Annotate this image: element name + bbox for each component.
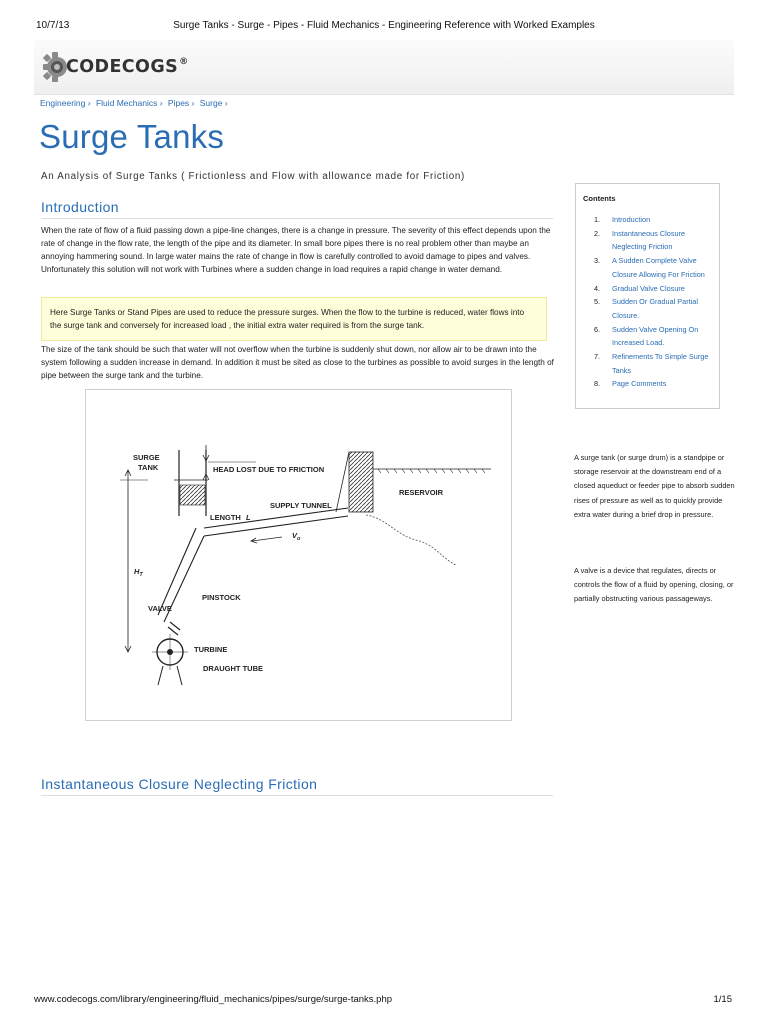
- toc-item-page-comments[interactable]: 8. Page Comments: [594, 379, 667, 389]
- label-ht: $H_T$: [134, 567, 143, 578]
- print-title: Surge Tanks - Surge - Pipes - Fluid Mechanics - Engineering Reference with Worked Examples: [173, 20, 595, 31]
- toc-item-instantaneous-closure[interactable]: 2. Instantaneous Closure Neglecting Friction: [594, 228, 686, 252]
- toc-item-gradual-closure[interactable]: 4. Gradual Valve Closure: [594, 283, 685, 293]
- surge-tank-diagram-svg: [86, 390, 511, 720]
- surge-tank-diagram: [85, 389, 512, 721]
- label-surge: SURGE: [133, 453, 160, 462]
- surge-tank-note: Here Surge Tanks or Stand Pipes are used to reduce the pressure surges. When the flow to the turbine is reduced, water flows into the surge tank and conversely for increased load , the initial extra water required is from the surge tank.: [41, 297, 547, 341]
- label-velocity: $V_o$: [292, 531, 301, 542]
- breadcrumb: [40, 98, 231, 108]
- print-header: [36, 20, 732, 34]
- toc-list: [582, 213, 715, 391]
- print-footer: [34, 994, 732, 1008]
- label-tank: TANK: [138, 463, 159, 472]
- label-valve: VALVE: [148, 604, 172, 613]
- surge-tank-water: [180, 485, 205, 505]
- sidebar-note-valve: A valve is a device that regulates, directs or controls the flow of a fluid by opening, closing, or partially obstructing various passageways.: [574, 566, 734, 604]
- reservoir-bed: [366, 515, 456, 565]
- toc-item-introduction[interactable]: 1. Introduction: [594, 215, 651, 224]
- label-draught-tube: DRAUGHT TUBE: [203, 664, 263, 673]
- page-subtitle: An Analysis of Surge Tanks ( Frictionless and Flow with allowance made for Friction): [41, 171, 465, 182]
- surge-tank-walls: [179, 450, 206, 516]
- logo-text: CODECOGS®: [66, 57, 189, 77]
- label-supply-tunnel: SUPPLY TUNNEL: [270, 501, 332, 510]
- toc-title: Contents: [583, 194, 616, 203]
- reservoir-wall: [349, 452, 373, 512]
- breadcrumb-fluid-mechanics[interactable]: Fluid Mechanics ›: [95, 98, 163, 108]
- print-page-number: 1/15: [713, 994, 732, 1005]
- toc-item-partial-closure[interactable]: 5. Sudden Or Gradual Partial Closure.: [594, 297, 698, 320]
- sidebar-note-surge-tank: A surge tank (or surge drum) is a standpipe or storage reservoir at the downstream end of a closed aqueduct or feeder pipe to absorb sudden rises of pressure as well as to quickly provide extra water during a brief drop in pressure.: [574, 453, 735, 519]
- label-length: LENGTH: [210, 513, 241, 522]
- toc-item-sudden-complete-closure[interactable]: 3. A Sudden Complete Valve Closure Allowing For Friction: [594, 256, 705, 279]
- valve-mark: [168, 622, 180, 635]
- label-turbine: TURBINE: [194, 645, 228, 654]
- breadcrumb-pipes[interactable]: Pipes ›: [167, 98, 195, 108]
- label-head-lost: HEAD LOST DUE TO FRICTION: [213, 465, 325, 474]
- label-length-symbol: L: [246, 513, 251, 522]
- breadcrumb-engineering[interactable]: Engineering ›: [40, 98, 91, 108]
- label-pinstock: PINSTOCK: [202, 593, 241, 602]
- table-of-contents: [575, 183, 720, 409]
- instantaneous-closure-heading: Instantaneous Closure Neglecting Friction: [41, 776, 553, 796]
- flow-arrow: [251, 537, 282, 543]
- breadcrumb-surge[interactable]: Surge ›: [199, 98, 228, 108]
- ht-dimension: [125, 470, 131, 652]
- intro-paragraph-2: The size of the tank should be such that water will not overflow when the turbine is suddenly shut down, nor allow air to be drawn into the system following a sudden increase in demand. In addition it must be sited as close to the turbines as possible to avoid surges in the length of pipe between the surge tank and the turbine.: [41, 345, 554, 381]
- label-reservoir: RESERVOIR: [399, 488, 444, 497]
- print-url: www.codecogs.com/library/engineering/fluid_mechanics/pipes/surge/surge-tanks.php: [34, 994, 393, 1005]
- intro-paragraph-1: When the rate of flow of a fluid passing down a pipe-line changes, there is a change in pressure. The severity of this effect depends upon the rate of change in the flow rate, the length of the pipe and its diameter. In small bore pipes there is no real problem other than maybe an annoying hammering sound. In large water mains the rate of change in flow is carefully controlled to avoid damage to pipes and valves. Unfortunately this solution will not work with Turbines where a sudden change in load requires a rapid change in water demand.: [41, 226, 551, 275]
- head-arrow-top: [203, 445, 209, 461]
- print-date: 10/7/13: [36, 20, 70, 31]
- toc-item-sudden-opening[interactable]: 6. Sudden Valve Opening On Increased Load.: [594, 324, 699, 348]
- introduction-heading: Introduction: [41, 199, 553, 219]
- page-title: Surge Tanks: [39, 118, 225, 155]
- site-header: [34, 40, 734, 95]
- toc-item-refinements[interactable]: 7. Refinements To Simple Surge Tanks: [594, 352, 709, 375]
